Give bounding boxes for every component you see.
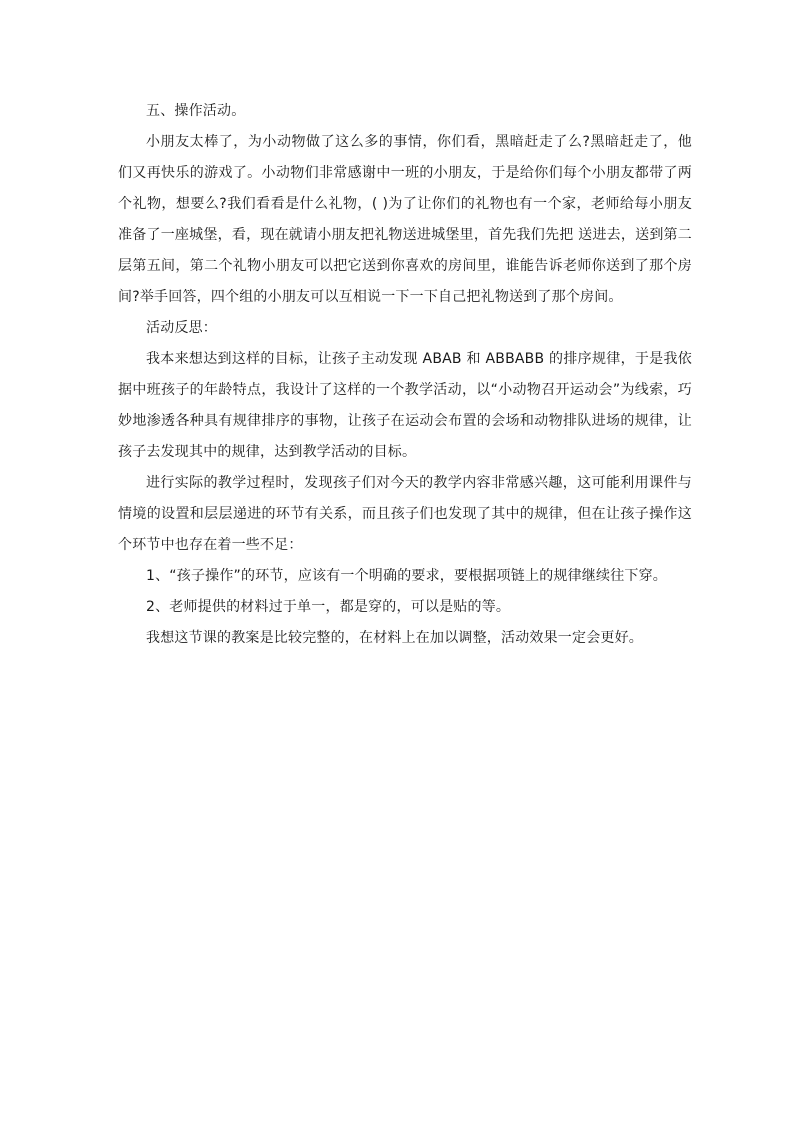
paragraph-process: 进行实际的教学过程时，发现孩子们对今天的教学内容非常感兴趣，这可能利用课件与情境的设置和层层递进的环节有关系，而且孩子们也发现了其中的规律，但在让孩子操作这个环节中也存在着一些不足： xyxy=(118,475,692,553)
paragraph-goal: 我本来想达到这样的目标，让孩子主动发现 ABAB 和 ABBABB 的排序规律，于是我依据中班孩子的年龄特点，我设计了这样的一个教学活动，以“小动物召开运动会”为线索，巧妙地渗透各种具有规律排序的事物，让孩子在运动会布置的会场和动物排队进场的规律，让孩子去发现其中的规律，达到教学活动的目标。 xyxy=(118,351,692,460)
list-item-2: 2、老师提供的材料过于单一，都是穿的，可以是贴的等。 xyxy=(146,599,511,615)
paragraph-activity: 小朋友太棒了，为小动物做了这么多的事情，你们看，黑暗赶走了么?黑暗赶走了，他们又再快乐的游戏了。小动物们非常感谢中一班的小朋友，于是给你们每个小朋友都带了两个礼物，想要么?我们看看是什么礼物，( )为了让你们的礼物也有一个家，老师给每小朋友准备了一座城堡，看，现在就请小朋友把礼物送进城堡里，首先我们先把 送进去，送到第二层第五间，第二个礼物小朋友可以把它送到你喜欢的房间里，谁能告诉老师你送到了那个房间?举手回答，四个组的小朋友可以互相说一下一下自己把礼物送到了那个房间。 xyxy=(118,134,692,305)
paragraph-conclusion: 我想这节课的教案是比较完整的，在材料上在加以调整，活动效果一定会更好。 xyxy=(146,630,643,646)
reflection-heading: 活动反思： xyxy=(146,320,217,336)
list-item-1: 1、“孩子操作”的环节，应该有一个明确的要求，要根据项链上的规律继续往下穿。 xyxy=(146,568,668,584)
document-body xyxy=(118,96,692,654)
section-heading: 五、操作活动。 xyxy=(146,103,246,119)
